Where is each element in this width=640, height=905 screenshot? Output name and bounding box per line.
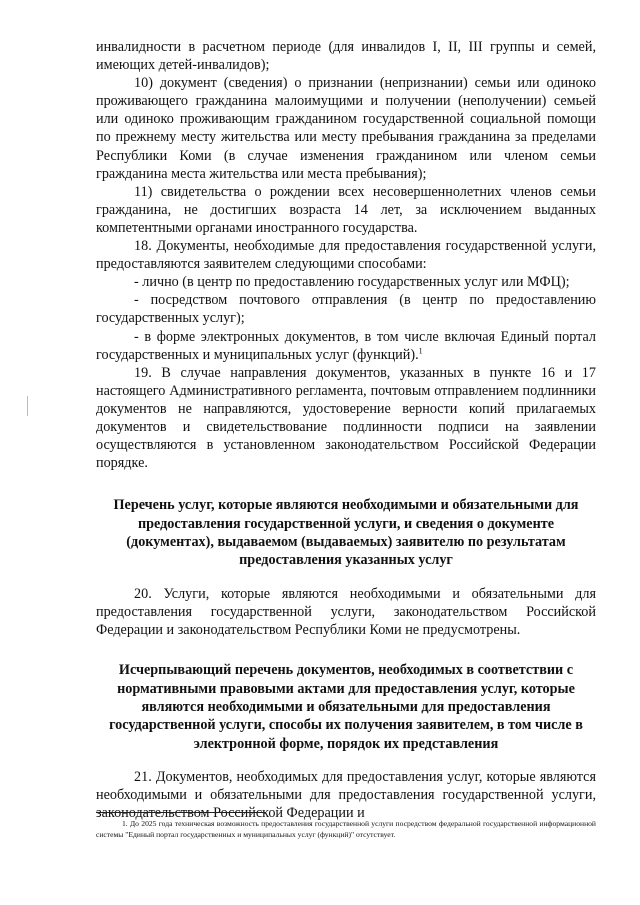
paragraph-18: 18. Документы, необходимые для предоставления государственной услуги, предоставляются заявителем следующими способами: — [96, 238, 596, 273]
paragraph-18-item-electronic — [96, 328, 596, 364]
document-body — [96, 38, 596, 822]
paragraph-20: 20. Услуги, которые являются необходимыми и обязательными для предоставления государственной услуги, законодательством Российской Федерации и законодательством Республики Коми не предусмотрены. — [96, 585, 596, 639]
paragraph-21: 21. Документов, необходимых для предоставления услуг, которые являются необходимыми и обязательными для предоставления государственной услуги, законодательством Российской Федерации и — [96, 769, 596, 822]
paragraph-19: 19. В случае направления документов, указанных в пункте 16 и 17 настоящего Административного регламента, почтовым отправлением подлинники документов не направляются, удостоверение верности копий прилагаемых документов и свидетельствование подлинности подписи на заявлении осуществляются в установленном законодательством Российской Федерации порядке. — [96, 364, 596, 472]
paragraph-18-item-post: - посредством почтового отправления (в центр по предоставлению государственных услуг); — [96, 292, 596, 327]
footnote-reference[interactable]: 1 — [418, 345, 423, 355]
footnote-separator — [96, 812, 266, 813]
footnote-1: 1. До 2025 года техническая возможность предоставления государственной услуги посредством федеральной государственной информационной системы "Единый портал государственных и муниципальных услуг (функций)" отсутствует. — [96, 819, 596, 839]
paragraph-18-item-in-person: - лично (в центр по предоставлению государственных услуг или МФЦ); — [134, 274, 570, 291]
paragraph-9-continuation: инвалидности в расчетном периоде (для инвалидов I, II, III группы и семей, имеющих детей-инвалидов); — [96, 39, 596, 74]
paragraph-18-item-electronic-text: - в форме электронных документов, в том числе включая Единый портал государственных и муниципальных услуг (функций). — [96, 328, 596, 363]
section-heading-documents-list: Исчерпывающий перечень документов, необходимых в соответствии с нормативными правовыми актами для предоставления услуг, которые являются необходимыми и обязательными для предоставления государственной услуги, способы их получения заявителем, в том числе в электронной форме, порядок их представления — [109, 662, 583, 752]
paragraph-11: 11) свидетельства о рождении всех несовершеннолетних членов семьи гражданина, не достигших возраста 14 лет, за исключением выданных компетентными органами иностранного государства. — [96, 183, 596, 236]
paragraph-10: 10) документ (сведения) о признании (непризнании) семьи или одиноко проживающего гражданина малоимущими и получении (неполучении) семьей или одиноко проживающим гражданином государственной социальной помощи по прежнему месту жительства или месту пребывания гражданина за пределами Республики Коми (в случае изменения гражданином или членом семьи гражданина места жительства или места пребывания); — [96, 75, 596, 182]
scan-margin-mark — [27, 396, 28, 416]
section-heading-required-services: Перечень услуг, которые являются необходимыми и обязательными для предоставления государственной услуги, и сведения о документе (документах), выдаваемом (выдаваемых) заявителю по результатам предоставления указанных услуг — [113, 497, 579, 569]
